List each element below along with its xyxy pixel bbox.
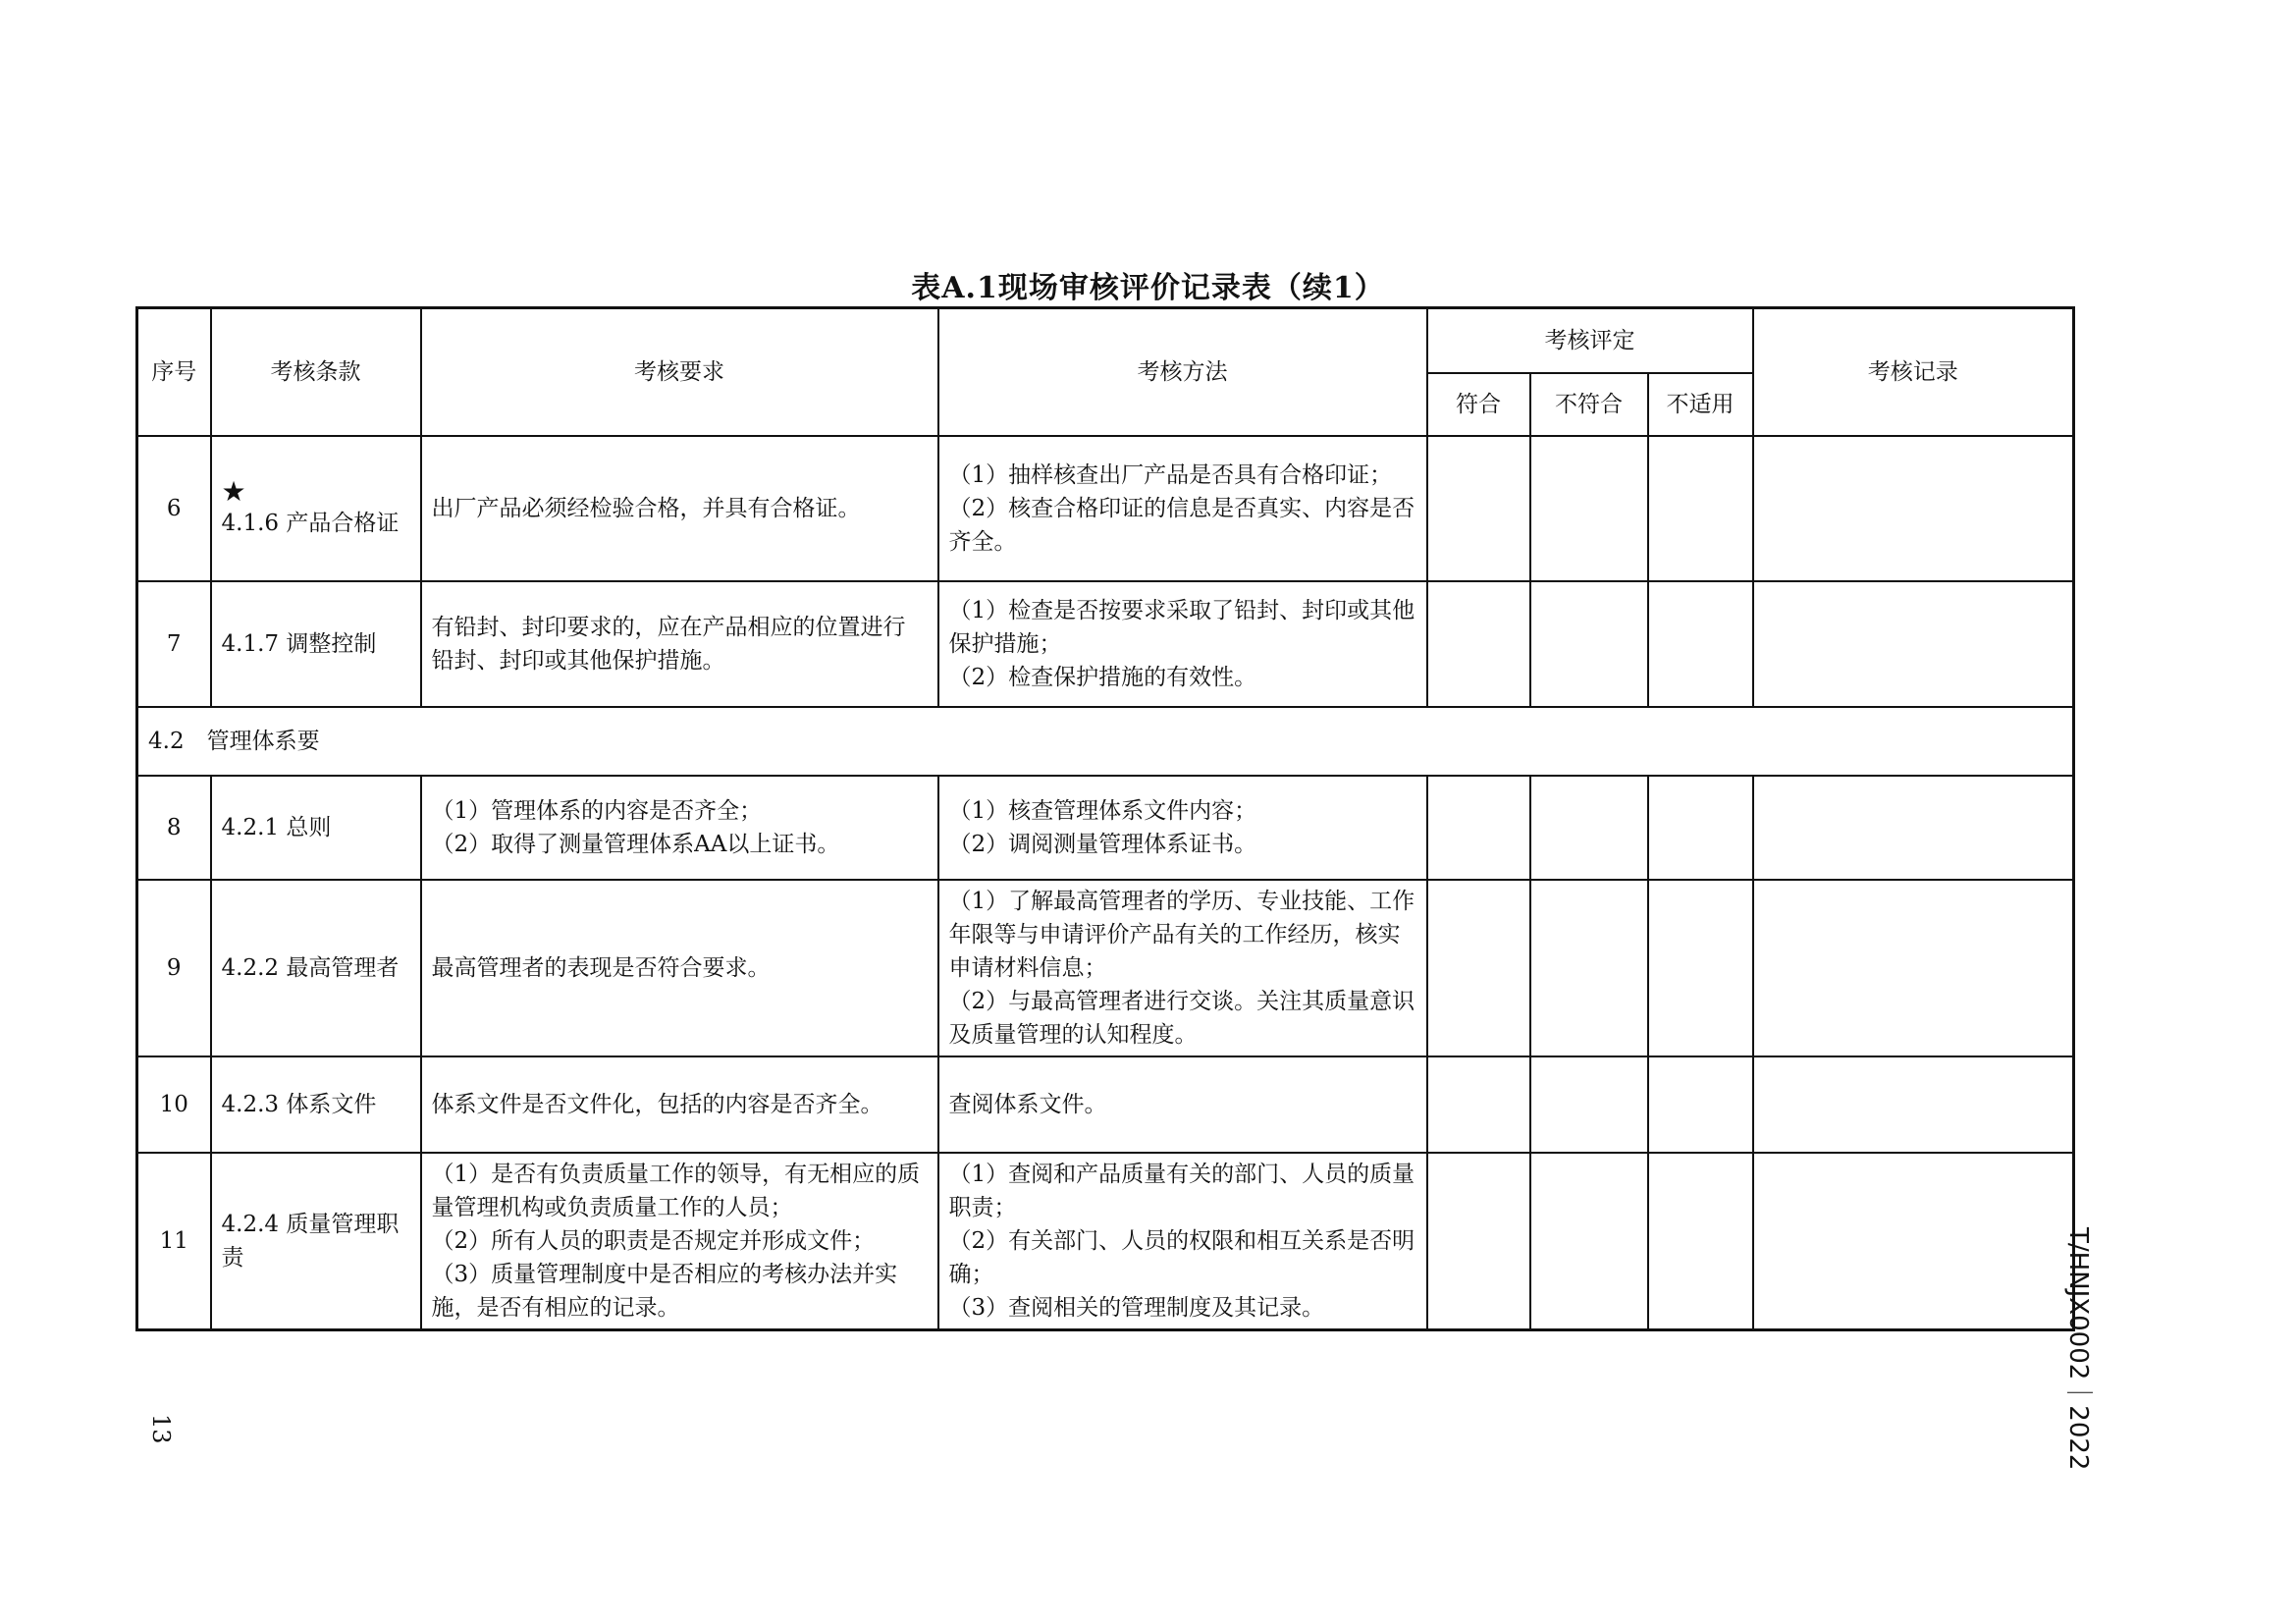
row-method: [938, 436, 1427, 581]
audit-record-table: [135, 306, 2075, 1331]
table-row: [137, 581, 2074, 707]
requirement-line: 有铅封、封印要求的，应在产品相应的位置进行铅封、封印或其他保护措施。: [431, 614, 906, 674]
method-line: （1）抽样核查出厂产品是否具有合格印证；: [948, 461, 1393, 488]
row-clause: 4.2.3 体系文件: [211, 1056, 421, 1153]
row-clause: [211, 436, 421, 581]
header-clause: 考核条款: [211, 308, 421, 436]
table-row: [137, 880, 2074, 1056]
requirement-line: （2）取得了测量管理体系AA以上证书。: [431, 831, 840, 857]
row-no: 7: [137, 581, 211, 707]
section-row: [137, 707, 2074, 776]
row-requirement: [421, 880, 938, 1056]
document-code: T/HNJX0002｜2022: [2063, 1227, 2093, 1471]
method-line: （3）查阅相关的管理制度及其记录。: [948, 1294, 1325, 1321]
row-requirement: [421, 581, 938, 707]
na-cell[interactable]: [1648, 776, 1753, 880]
record-cell[interactable]: [1753, 880, 2074, 1056]
row-no: 8: [137, 776, 211, 880]
nonconform-cell[interactable]: [1530, 1056, 1648, 1153]
method-line: （2）有关部门、人员的权限和相互关系是否明确；: [948, 1227, 1415, 1287]
method-line: （2）核查合格印证的信息是否真实、内容是否齐全。: [948, 495, 1415, 555]
method-line: （1）检查是否按要求采取了铅封、封印或其他保护措施；: [948, 597, 1415, 657]
row-requirement: [421, 776, 938, 880]
requirement-line: 最高管理者的表现是否符合要求。: [431, 954, 771, 981]
section-title: 4.2 管理体系要: [137, 707, 2074, 776]
row-requirement: [421, 1153, 938, 1330]
method-line: 查阅体系文件。: [948, 1091, 1107, 1117]
row-method: [938, 581, 1427, 707]
record-cell[interactable]: [1753, 1056, 2074, 1153]
nonconform-cell[interactable]: [1530, 436, 1648, 581]
na-cell[interactable]: [1648, 581, 1753, 707]
page-number: 13: [147, 1414, 175, 1444]
requirement-line: （3）质量管理制度中是否相应的考核办法并实施，是否有相应的记录。: [431, 1261, 898, 1321]
conform-cell[interactable]: [1427, 436, 1530, 581]
table-row: [137, 436, 2074, 581]
table-row: [137, 1153, 2074, 1330]
star-icon: ★: [221, 474, 246, 508]
row-no: 9: [137, 880, 211, 1056]
table-title: 表A.1现场审核评价记录表（续1）: [911, 271, 1385, 305]
table-row: [137, 776, 2074, 880]
header-method: 考核方法: [938, 308, 1427, 436]
record-cell[interactable]: [1753, 776, 2074, 880]
nonconform-cell[interactable]: [1530, 1153, 1648, 1330]
record-cell[interactable]: [1753, 1153, 2074, 1330]
record-cell[interactable]: [1753, 581, 2074, 707]
row-method: [938, 1056, 1427, 1153]
method-line: （1）查阅和产品质量有关的部门、人员的质量职责；: [948, 1161, 1415, 1220]
conform-cell[interactable]: [1427, 581, 1530, 707]
conform-cell[interactable]: [1427, 776, 1530, 880]
record-cell[interactable]: [1753, 436, 2074, 581]
requirement-line: （2）所有人员的职责是否规定并形成文件；: [431, 1227, 876, 1254]
na-cell[interactable]: [1648, 1056, 1753, 1153]
requirement-line: 出厂产品必须经检验合格，并具有合格证。: [431, 495, 861, 521]
method-line: （1）了解最高管理者的学历、专业技能、工作年限等与申请评价产品有关的工作经历，核实申请材料信息；: [948, 888, 1415, 981]
row-method: [938, 776, 1427, 880]
row-no: 10: [137, 1056, 211, 1153]
row-clause: 4.2.1 总则: [211, 776, 421, 880]
method-line: （2）调阅测量管理体系证书。: [948, 831, 1257, 857]
method-line: （2）与最高管理者进行交谈。关注其质量意识及质量管理的认知程度。: [948, 988, 1415, 1048]
requirement-line: 体系文件是否文件化，包括的内容是否齐全。: [431, 1091, 883, 1117]
header-assessment: 考核评定: [1427, 308, 1753, 373]
method-line: （2）检查保护措施的有效性。: [948, 664, 1257, 690]
row-requirement: [421, 436, 938, 581]
clause-text: 4.1.6 产品合格证: [221, 510, 400, 536]
na-cell[interactable]: [1648, 1153, 1753, 1330]
na-cell[interactable]: [1648, 436, 1753, 581]
header-conform: 符合: [1427, 373, 1530, 436]
conform-cell[interactable]: [1427, 1056, 1530, 1153]
nonconform-cell[interactable]: [1530, 880, 1648, 1056]
row-method: [938, 880, 1427, 1056]
header-requirement: 考核要求: [421, 308, 938, 436]
row-requirement: [421, 1056, 938, 1153]
header-record: 考核记录: [1753, 308, 2074, 436]
method-line: （1）核查管理体系文件内容；: [948, 797, 1257, 824]
row-clause: 4.2.2 最高管理者: [211, 880, 421, 1056]
requirement-line: （1）是否有负责质量工作的领导，有无相应的质量管理机构或负责质量工作的人员；: [431, 1161, 921, 1220]
nonconform-cell[interactable]: [1530, 776, 1648, 880]
row-clause: 4.1.7 调整控制: [211, 581, 421, 707]
header-na: 不适用: [1648, 373, 1753, 436]
conform-cell[interactable]: [1427, 880, 1530, 1056]
conform-cell[interactable]: [1427, 1153, 1530, 1330]
nonconform-cell[interactable]: [1530, 581, 1648, 707]
table-row: [137, 1056, 2074, 1153]
header-no: 序号: [137, 308, 211, 436]
requirement-line: （1）管理体系的内容是否齐全；: [431, 797, 763, 824]
row-clause: 4.2.4 质量管理职责: [211, 1153, 421, 1330]
row-no: 6: [137, 436, 211, 581]
row-method: [938, 1153, 1427, 1330]
na-cell[interactable]: [1648, 880, 1753, 1056]
header-nonconform: 不符合: [1530, 373, 1648, 436]
row-no: 11: [137, 1153, 211, 1330]
